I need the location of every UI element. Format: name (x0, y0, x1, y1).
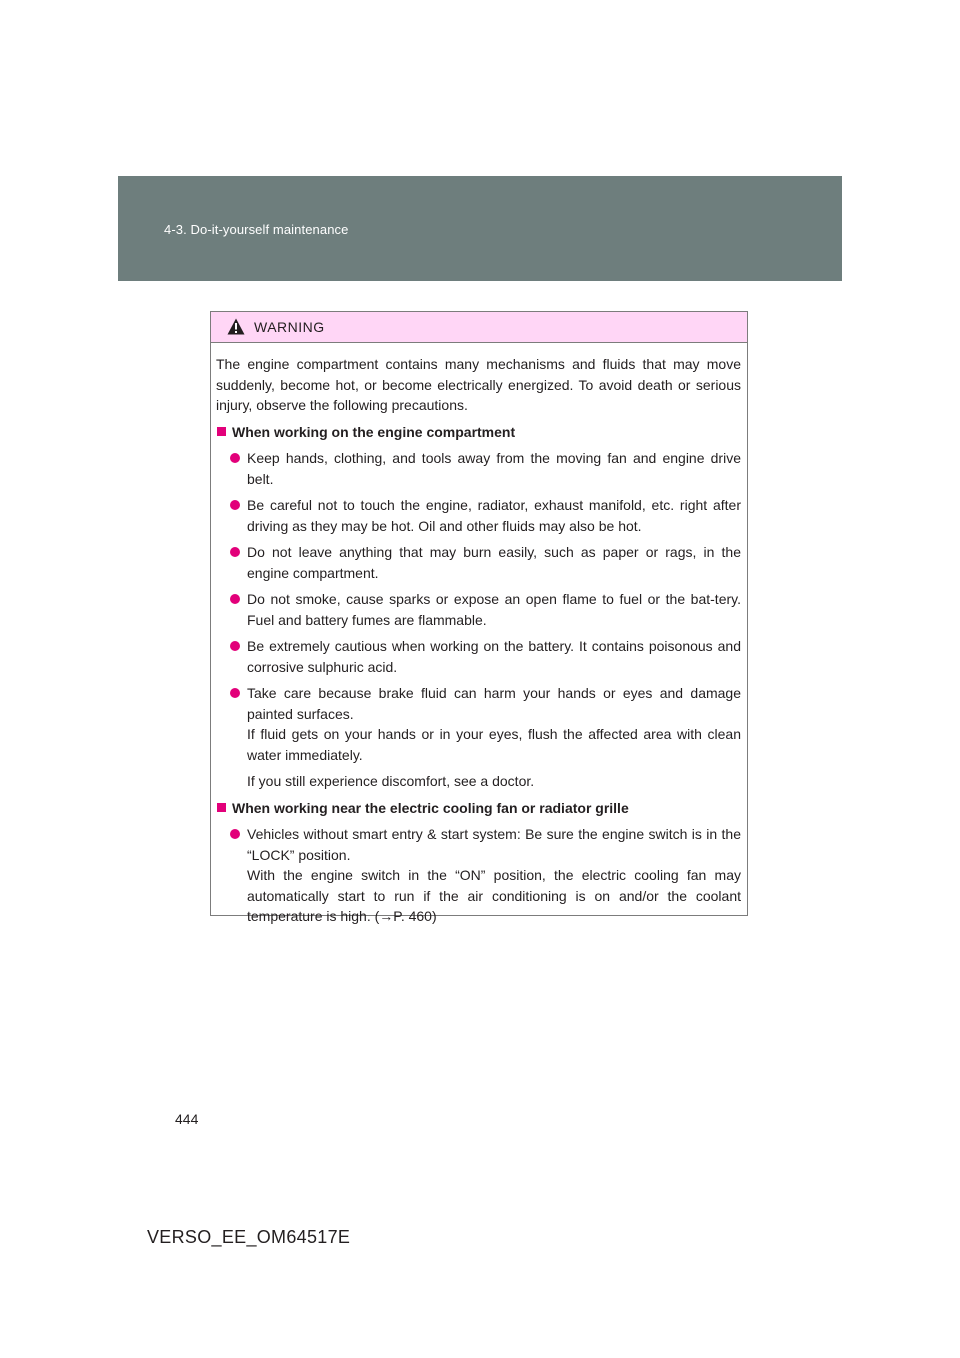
list-item-extra-text: If fluid gets on your hands or in your eyes, flush the affected area with clean water immediately. (247, 726, 741, 763)
list-item (216, 824, 741, 927)
warning-box (210, 311, 748, 924)
warning-body (211, 343, 747, 927)
list-item-text: Do not leave anything that may burn easily, such as paper or rags, in the engine compartment. (247, 544, 741, 581)
warning-triangle-icon (227, 318, 245, 335)
circle-bullet-icon (230, 500, 240, 510)
list-item-text: Keep hands, clothing, and tools away from the moving fan and engine drive belt. (247, 450, 741, 487)
list-item (216, 683, 741, 765)
list-item-text: Be extremely cautious when working on the battery. It contains poisonous and corrosive sulphuric acid. (247, 638, 741, 675)
list-item-text: Take care because brake fluid can harm your hands or eyes and damage painted surfaces. (247, 685, 741, 722)
section-header-band (118, 176, 842, 281)
circle-bullet-icon (230, 547, 240, 557)
circle-bullet-icon (230, 829, 240, 839)
subheading-text: When working near the electric cooling fan or radiator grille (232, 799, 629, 816)
list-item (216, 542, 741, 583)
list-item (216, 636, 741, 677)
warning-intro: The engine compartment contains many mechanisms and fluids that may move suddenly, become hot, or become electrically energized. To avoid death or serious injury, observe the following precautions. (216, 356, 741, 413)
subheading-text: When working on the engine compartment (232, 423, 516, 440)
page-number: 444 (175, 1111, 199, 1127)
square-bullet-icon (217, 803, 226, 812)
continuation-text: If you still experience discomfort, see a doctor. (247, 773, 535, 789)
list-item (216, 495, 741, 536)
circle-bullet-icon (230, 688, 240, 698)
circle-bullet-icon (230, 594, 240, 604)
warning-header (211, 312, 747, 343)
square-bullet-icon (217, 427, 226, 436)
list-item (216, 448, 741, 489)
document-code: VERSO_EE_OM64517E (147, 1227, 351, 1247)
warning-label: WARNING (254, 319, 325, 335)
subheading-engine-compartment (216, 422, 741, 443)
subheading-cooling-fan (216, 798, 741, 819)
list-item-text: Be careful not to touch the engine, radiator, exhaust manifold, etc. right after driving as they may be hot. Oil and other fluids may also be hot. (247, 497, 741, 534)
section-title: 4-3. Do-it-yourself maintenance (164, 222, 349, 237)
list-item (216, 589, 741, 630)
list-item-text: Vehicles without smart entry & start system: Be sure the engine switch is in the “LOCK” position. (247, 826, 741, 863)
circle-bullet-icon (230, 453, 240, 463)
circle-bullet-icon (230, 641, 240, 651)
list-item-extra-text: With the engine switch in the “ON” position, the electric cooling fan may automatically start to run if the air conditioning is on and/or the coolant temperature is high. (→P. 460) (247, 867, 741, 924)
list-item-text: Do not smoke, cause sparks or expose an open flame to fuel or the bat-tery. Fuel and battery fumes are flammable. (247, 591, 741, 628)
